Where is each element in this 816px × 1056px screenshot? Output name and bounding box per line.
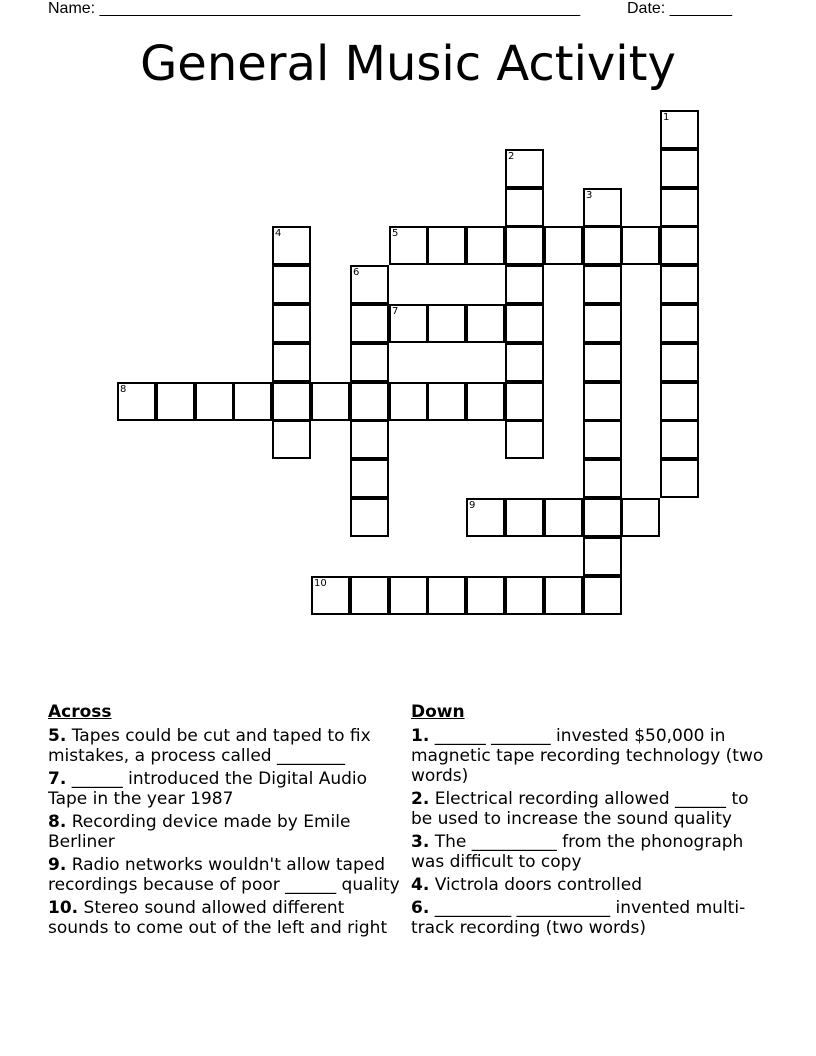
grid-cell[interactable]	[272, 226, 311, 265]
clue-number-label: 1	[663, 112, 670, 123]
clue-number-label: 7	[392, 306, 399, 317]
grid-cell[interactable]	[583, 226, 622, 265]
clue-text: Recording device made by Emile Berliner	[48, 812, 351, 852]
clue-down-4	[411, 875, 771, 895]
grid-cell[interactable]	[660, 265, 699, 304]
grid-cell[interactable]	[660, 226, 699, 265]
grid-cell[interactable]	[583, 304, 622, 343]
grid-cell[interactable]	[583, 576, 622, 615]
grid-cell[interactable]	[389, 576, 428, 615]
clue-down-6	[411, 898, 771, 938]
grid-cell[interactable]	[505, 304, 544, 343]
grid-cell[interactable]	[427, 576, 466, 615]
grid-cell[interactable]	[350, 265, 389, 304]
grid-cell[interactable]	[583, 382, 622, 421]
grid-cell[interactable]	[583, 537, 622, 576]
across-clues	[48, 702, 408, 941]
grid-cell[interactable]	[311, 382, 350, 421]
clue-number-label: 2	[508, 151, 515, 162]
clue-text: ______ _______ invested $50,000 in magnetic tape recording technology (two words)	[411, 726, 764, 786]
grid-cell[interactable]	[621, 226, 660, 265]
grid-cell[interactable]	[350, 576, 389, 615]
clue-number: 6.	[411, 898, 430, 918]
grid-cell[interactable]	[466, 304, 505, 343]
grid-cell[interactable]	[660, 188, 699, 227]
grid-cell[interactable]	[660, 343, 699, 382]
grid-cell[interactable]	[660, 149, 699, 188]
grid-cell[interactable]	[583, 420, 622, 459]
grid-cell[interactable]	[583, 343, 622, 382]
grid-cell[interactable]	[350, 459, 389, 498]
clue-number-label: 8	[120, 384, 127, 395]
grid-cell[interactable]	[389, 382, 428, 421]
grid-cell[interactable]	[544, 498, 583, 537]
clue-number: 5.	[48, 726, 67, 746]
grid-cell[interactable]	[272, 343, 311, 382]
clue-number: 9.	[48, 855, 67, 875]
grid-cell[interactable]	[660, 382, 699, 421]
grid-cell[interactable]	[195, 382, 234, 421]
clue-text: The __________ from the phonograph was difficult to copy	[411, 832, 744, 872]
clue-across-10	[48, 898, 408, 938]
grid-cell[interactable]	[505, 226, 544, 265]
grid-cell[interactable]	[505, 420, 544, 459]
clue-text: Radio networks wouldn't allow taped recordings because of poor ______ quality	[48, 855, 400, 895]
clue-across-9	[48, 855, 408, 895]
clue-text: ______ introduced the Digital Audio Tape in the year 1987	[48, 769, 368, 809]
name-field-label[interactable]: Name: ______________________________________________________	[48, 0, 581, 17]
grid-cell[interactable]	[272, 304, 311, 343]
grid-cell[interactable]	[660, 110, 699, 149]
grid-cell[interactable]	[389, 304, 428, 343]
grid-cell[interactable]	[544, 576, 583, 615]
clue-number-label: 10	[314, 578, 327, 589]
clue-across-5	[48, 726, 408, 766]
grid-cell[interactable]	[660, 304, 699, 343]
grid-cell[interactable]	[156, 382, 195, 421]
clue-number: 1.	[411, 726, 430, 746]
clue-number-label: 4	[275, 228, 282, 239]
grid-cell[interactable]	[583, 459, 622, 498]
clue-number: 4.	[411, 875, 430, 895]
grid-cell[interactable]	[505, 188, 544, 227]
clue-down-3	[411, 832, 771, 872]
grid-cell[interactable]	[505, 343, 544, 382]
clue-number-label: 6	[353, 267, 360, 278]
clue-down-2	[411, 789, 771, 829]
clue-text: _________ ___________ invented multi-track recording (two words)	[411, 898, 746, 938]
grid-cell[interactable]	[350, 304, 389, 343]
clue-number: 10.	[48, 898, 79, 918]
grid-cell[interactable]	[427, 226, 466, 265]
grid-cell[interactable]	[466, 498, 505, 537]
clue-number-label: 9	[469, 500, 476, 511]
grid-cell[interactable]	[272, 420, 311, 459]
grid-cell[interactable]	[505, 576, 544, 615]
clue-down-1	[411, 726, 771, 786]
clue-number-label: 5	[392, 228, 399, 239]
grid-cell[interactable]	[660, 459, 699, 498]
grid-cell[interactable]	[350, 498, 389, 537]
clue-text: Stereo sound allowed different sounds to come out of the left and right	[48, 898, 388, 938]
grid-cell[interactable]	[311, 576, 350, 615]
clue-number: 2.	[411, 789, 430, 809]
down-heading: Down	[411, 702, 465, 722]
grid-cell[interactable]	[117, 382, 156, 421]
grid-cell[interactable]	[233, 382, 272, 421]
grid-cell[interactable]	[660, 420, 699, 459]
grid-cell[interactable]	[350, 343, 389, 382]
grid-cell[interactable]	[505, 382, 544, 421]
grid-cell[interactable]	[272, 382, 311, 421]
grid-cell[interactable]	[427, 304, 466, 343]
grid-cell[interactable]	[466, 226, 505, 265]
date-field-label[interactable]: Date: _______	[627, 0, 732, 17]
grid-cell[interactable]	[466, 382, 505, 421]
clue-text: Tapes could be cut and taped to fix mistakes, a process called ________	[48, 726, 371, 766]
grid-cell[interactable]	[505, 149, 544, 188]
clue-number: 7.	[48, 769, 67, 789]
clue-number-label: 3	[586, 190, 593, 201]
clue-text: Electrical recording allowed ______ to be used to increase the sound quality	[411, 789, 749, 829]
grid-cell[interactable]	[544, 226, 583, 265]
grid-cell[interactable]	[389, 226, 428, 265]
grid-cell[interactable]	[427, 382, 466, 421]
clue-across-7	[48, 769, 408, 809]
grid-cell[interactable]	[505, 498, 544, 537]
grid-cell[interactable]	[583, 498, 622, 537]
across-heading: Across	[48, 702, 112, 722]
down-clues	[411, 702, 771, 941]
grid-cell[interactable]	[350, 420, 389, 459]
grid-cell[interactable]	[621, 498, 660, 537]
clue-number: 3.	[411, 832, 430, 852]
clue-text: Victrola doors controlled	[429, 875, 642, 895]
page-title: General Music Activity	[140, 36, 676, 92]
clue-across-8	[48, 812, 408, 852]
clue-number: 8.	[48, 812, 67, 832]
grid-cell[interactable]	[350, 382, 389, 421]
grid-cell[interactable]	[583, 265, 622, 304]
grid-cell[interactable]	[505, 265, 544, 304]
grid-cell[interactable]	[272, 265, 311, 304]
grid-cell[interactable]	[466, 576, 505, 615]
grid-cell[interactable]	[583, 188, 622, 227]
